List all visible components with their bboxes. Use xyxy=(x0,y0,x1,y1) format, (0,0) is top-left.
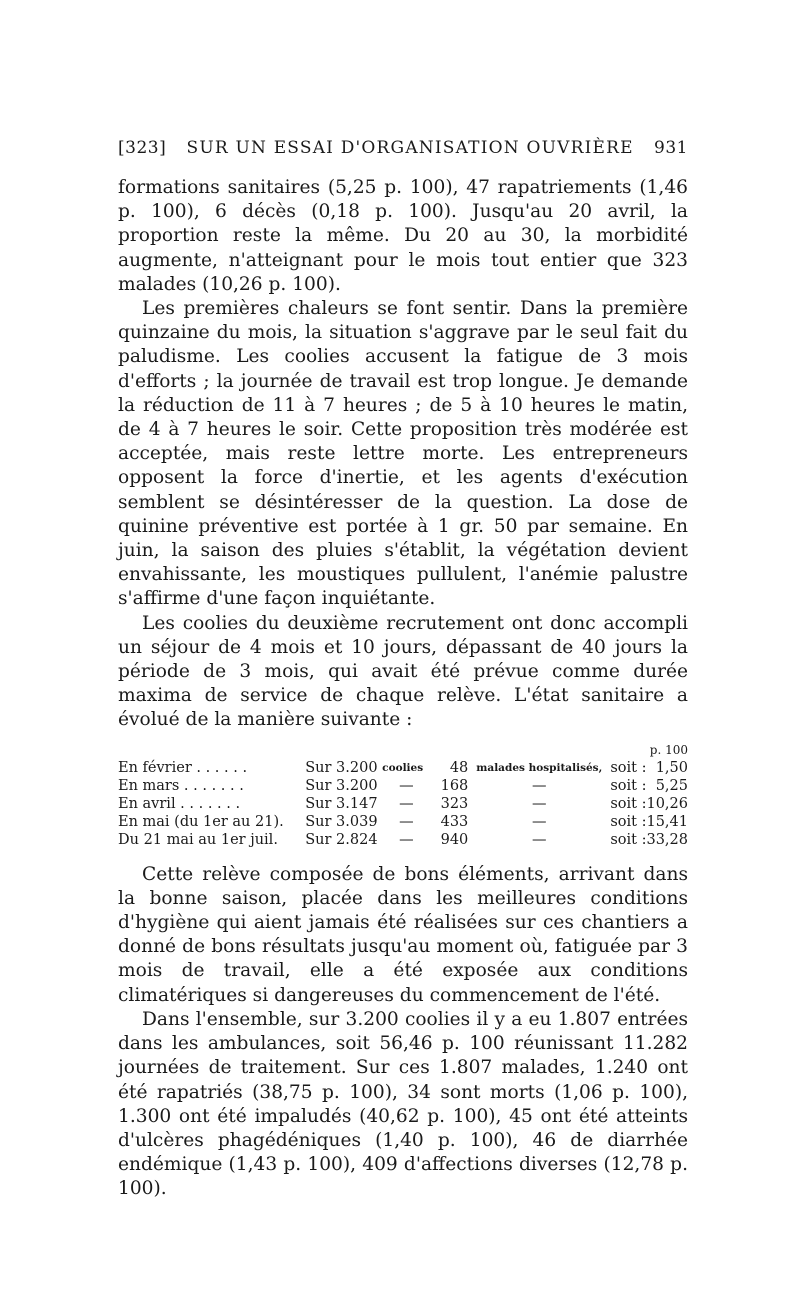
sanitary-stats-table xyxy=(118,759,688,849)
page-reference: [323] xyxy=(118,138,167,158)
row-total: Sur 3.039 xyxy=(305,813,378,830)
running-header xyxy=(118,138,688,158)
row-percent: 5,25 xyxy=(655,777,688,794)
row-status: — xyxy=(532,795,547,812)
row-status: malades hospitalisés, xyxy=(476,761,603,774)
row-soit: soit : xyxy=(610,795,647,812)
row-unit: coolies xyxy=(382,761,424,774)
row-unit: — xyxy=(399,813,414,830)
row-percent: 1,50 xyxy=(655,759,688,776)
row-soit: soit : xyxy=(610,831,647,848)
row-count: 168 xyxy=(440,777,469,794)
row-period: En avril . . . . . . . xyxy=(118,795,241,812)
row-total: Sur 3.200 xyxy=(305,777,378,794)
row-period: En mai (du 1er au 21). xyxy=(118,813,284,830)
row-count: 433 xyxy=(440,813,469,830)
row-count: 48 xyxy=(449,759,469,776)
row-total: Sur 3.147 xyxy=(305,795,378,812)
row-total: Sur 3.200 xyxy=(305,759,378,776)
running-title: SUR UN ESSAI D'ORGANISATION OUVRIÈRE xyxy=(186,138,634,158)
row-total: Sur 2.824 xyxy=(305,831,378,848)
row-percent: 33,28 xyxy=(646,831,688,848)
document-page xyxy=(118,138,688,1202)
paragraph: formations sanitaires (5,25 p. 100), 47 rapatriements (1,46 p. 100), 6 décès (0,18 p. 100). Jusqu'au 20 avril, la proportion reste la même. Du 20 au 30, la morbidité augmente, n'atteignant pour le mois tout entier que 323 malades (10,26 p. 100). xyxy=(118,177,688,295)
row-unit: — xyxy=(399,831,414,848)
row-status: — xyxy=(532,777,547,794)
table-row xyxy=(118,813,688,831)
table-unit-label: p. 100 xyxy=(649,742,688,757)
row-soit: soit : xyxy=(610,813,647,830)
row-soit: soit : xyxy=(610,777,647,794)
row-unit: — xyxy=(399,777,414,794)
row-percent: 10,26 xyxy=(646,795,688,812)
table-row xyxy=(118,831,688,849)
paragraph: Dans l'ensemble, sur 3.200 coolies il y a eu 1.807 entrées dans les ambulances, soit 56,46 p. 100 réunissant 11.282 journées de traitement. Sur ces 1.807 malades, 1.240 ont été rapatriés (38,75 p. 100), 34 sont morts (1,06 p. 100), 1.300 ont été impaludés (40,62 p. 100), 45 ont été atteints d'ulcères phagédéniques (1,40 p. 100), 46 de diarrhée endémique (1,43 p. 100), 409 d'affections diverses (12,78 p. 100). xyxy=(118,1008,688,1200)
row-count: 323 xyxy=(440,795,469,812)
row-percent: 15,41 xyxy=(646,813,688,830)
row-count: 940 xyxy=(440,831,469,848)
table-row xyxy=(118,777,688,795)
table-row xyxy=(118,795,688,813)
row-period: En mars . . . . . . . xyxy=(118,777,244,794)
row-period: Du 21 mai au 1er juil. xyxy=(118,831,278,848)
row-status: — xyxy=(532,813,547,830)
row-unit: — xyxy=(399,795,414,812)
paragraph: Les premières chaleurs se font sentir. Dans la première quinzaine du mois, la situation s'aggrave par le seul fait du paludisme. Les coolies accusent la fatigue de 3 mois d'efforts ; la journée de travail est trop longue. Je demande la réduction de 11 à 7 heures ; de 5 à 10 heures le matin, de 4 à 7 heures le soir. Cette proposition très modérée est acceptée, mais reste lettre morte. Les entrepreneurs opposent la force d'inertie, et les agents d'exécution semblent se désintéresser de la question. La dose de quinine préventive est portée à 1 gr. 50 par semaine. En juin, la saison des pluies s'établit, la végétation devient envahissante, les moustiques pullulent, l'anémie palustre s'affirme d'une façon inquiétante. xyxy=(118,298,688,610)
table-row xyxy=(118,759,688,777)
paragraph: Cette relève composée de bons éléments, arrivant dans la bonne saison, placée dans les meilleures conditions d'hygiène qui aient jamais été réalisées sur ces chantiers a donné de bons résultats jusqu'au moment où, fatiguée par 3 mois de travail, elle a été exposée aux conditions climatériques si dangereuses du commencement de l'été. xyxy=(118,863,688,1006)
row-period: En février . . . . . . xyxy=(118,759,248,776)
row-soit: soit : xyxy=(610,759,647,776)
paragraph: Les coolies du deuxième recrutement ont donc accompli un séjour de 4 mois et 10 jours, dépassant de 40 jours la période de 3 mois, qui avait été prévue comme durée maxima de service de chaque relève. L'état sanitaire a évolué de la manière suivante : xyxy=(118,612,688,731)
row-status: — xyxy=(532,831,547,848)
page-number: 931 xyxy=(654,138,688,158)
